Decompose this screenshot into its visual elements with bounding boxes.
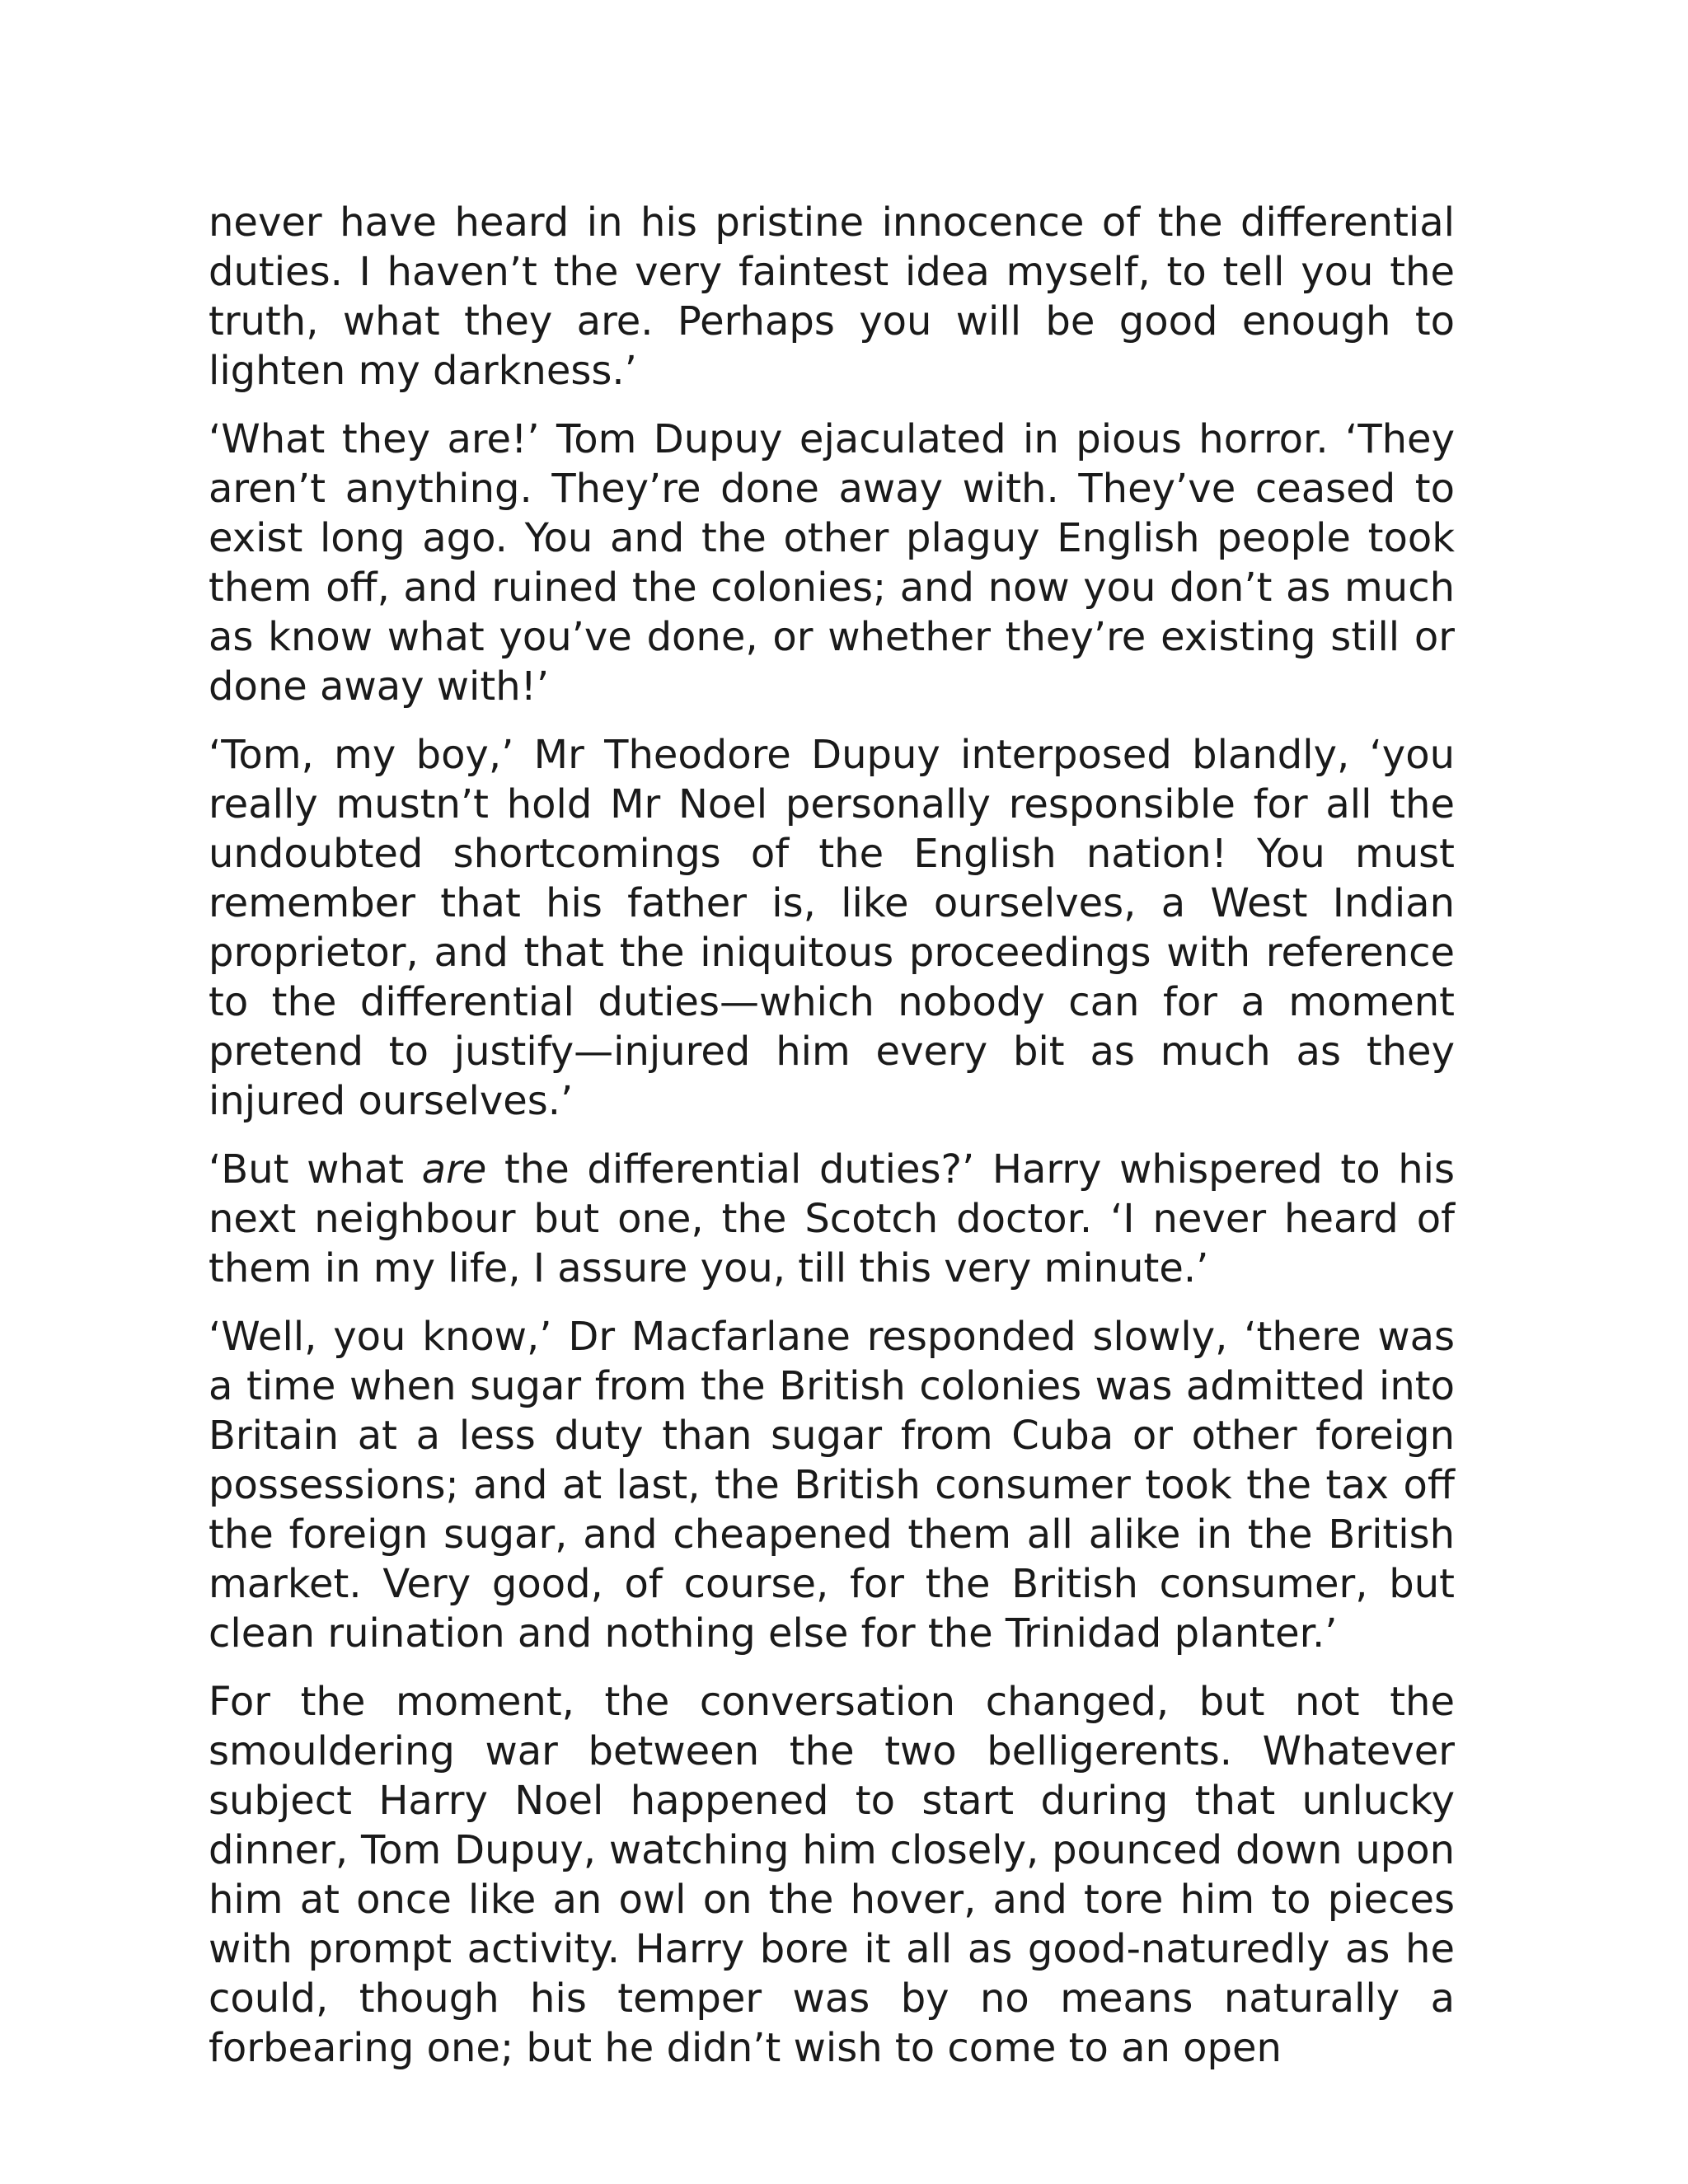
emphasized-word: are (421, 1146, 487, 1193)
paragraph: ‘What they are!’ Tom Dupuy ejaculated in pious horror. ‘They aren’t anything. They’re done away with. They’ve ceased to exist long ago. You and the other plaguy English people took them off, and ruined the colonies; and now you don’t as much as know what you’ve done, or whether they’re existing still or done away with!’ (209, 416, 1455, 710)
paragraph: never have heard in his pristine innocence of the differential duties. I haven’t the very faintest idea myself, to tell you the truth, what they are. Perhaps you will be good enough to lighten my darkness.’ (209, 199, 1455, 394)
paragraph: ‘Well, you know,’ Dr Macfarlane responded slowly, ‘there was a time when sugar from the British colonies was admitted into Britain at a less duty than sugar from Cuba or other foreign possessions; and at last, the British consumer took the tax off the foreign sugar, and cheapened them all alike in the British market. Very good, of course, for the British consumer, but clean ruination and nothing else for the Trinidad planter.’ (209, 1314, 1455, 1657)
paragraph: ‘Tom, my boy,’ Mr Theodore Dupuy interposed blandly, ‘you really mustn’t hold Mr Noel personally responsible for all the undoubted shortcomings of the English nation! You must remember that his father is, like ourselves, a West Indian proprietor, and that the iniquitous proceedings with reference to the differential duties—which nobody can for a moment pretend to justify—injured him every bit as much as they injured ourselves.’ (209, 732, 1455, 1124)
paragraph: For the moment, the conversation changed, but not the smouldering war between the two belligerents. Whatever subject Harry Noel happened to start during that unlucky dinner, Tom Dupuy, watching him closely, pounced down upon him at once like an owl on the hover, and tore him to pieces with prompt activity. Harry bore it all as good-naturedly as he could, though his temper was by no means naturally a forbearing one; but he didn’t wish to come to an open (209, 1679, 1455, 2071)
paragraph (209, 1145, 1455, 1293)
paragraph-text: ‘But what (209, 1146, 422, 1193)
book-page (209, 198, 1455, 2092)
paragraph-text: the differential duties?’ Harry whispered to his next neighbour but one, the Scotch doctor. ‘I never heard of them in my life, I assure you, till this very minute.’ (209, 1146, 1456, 1291)
